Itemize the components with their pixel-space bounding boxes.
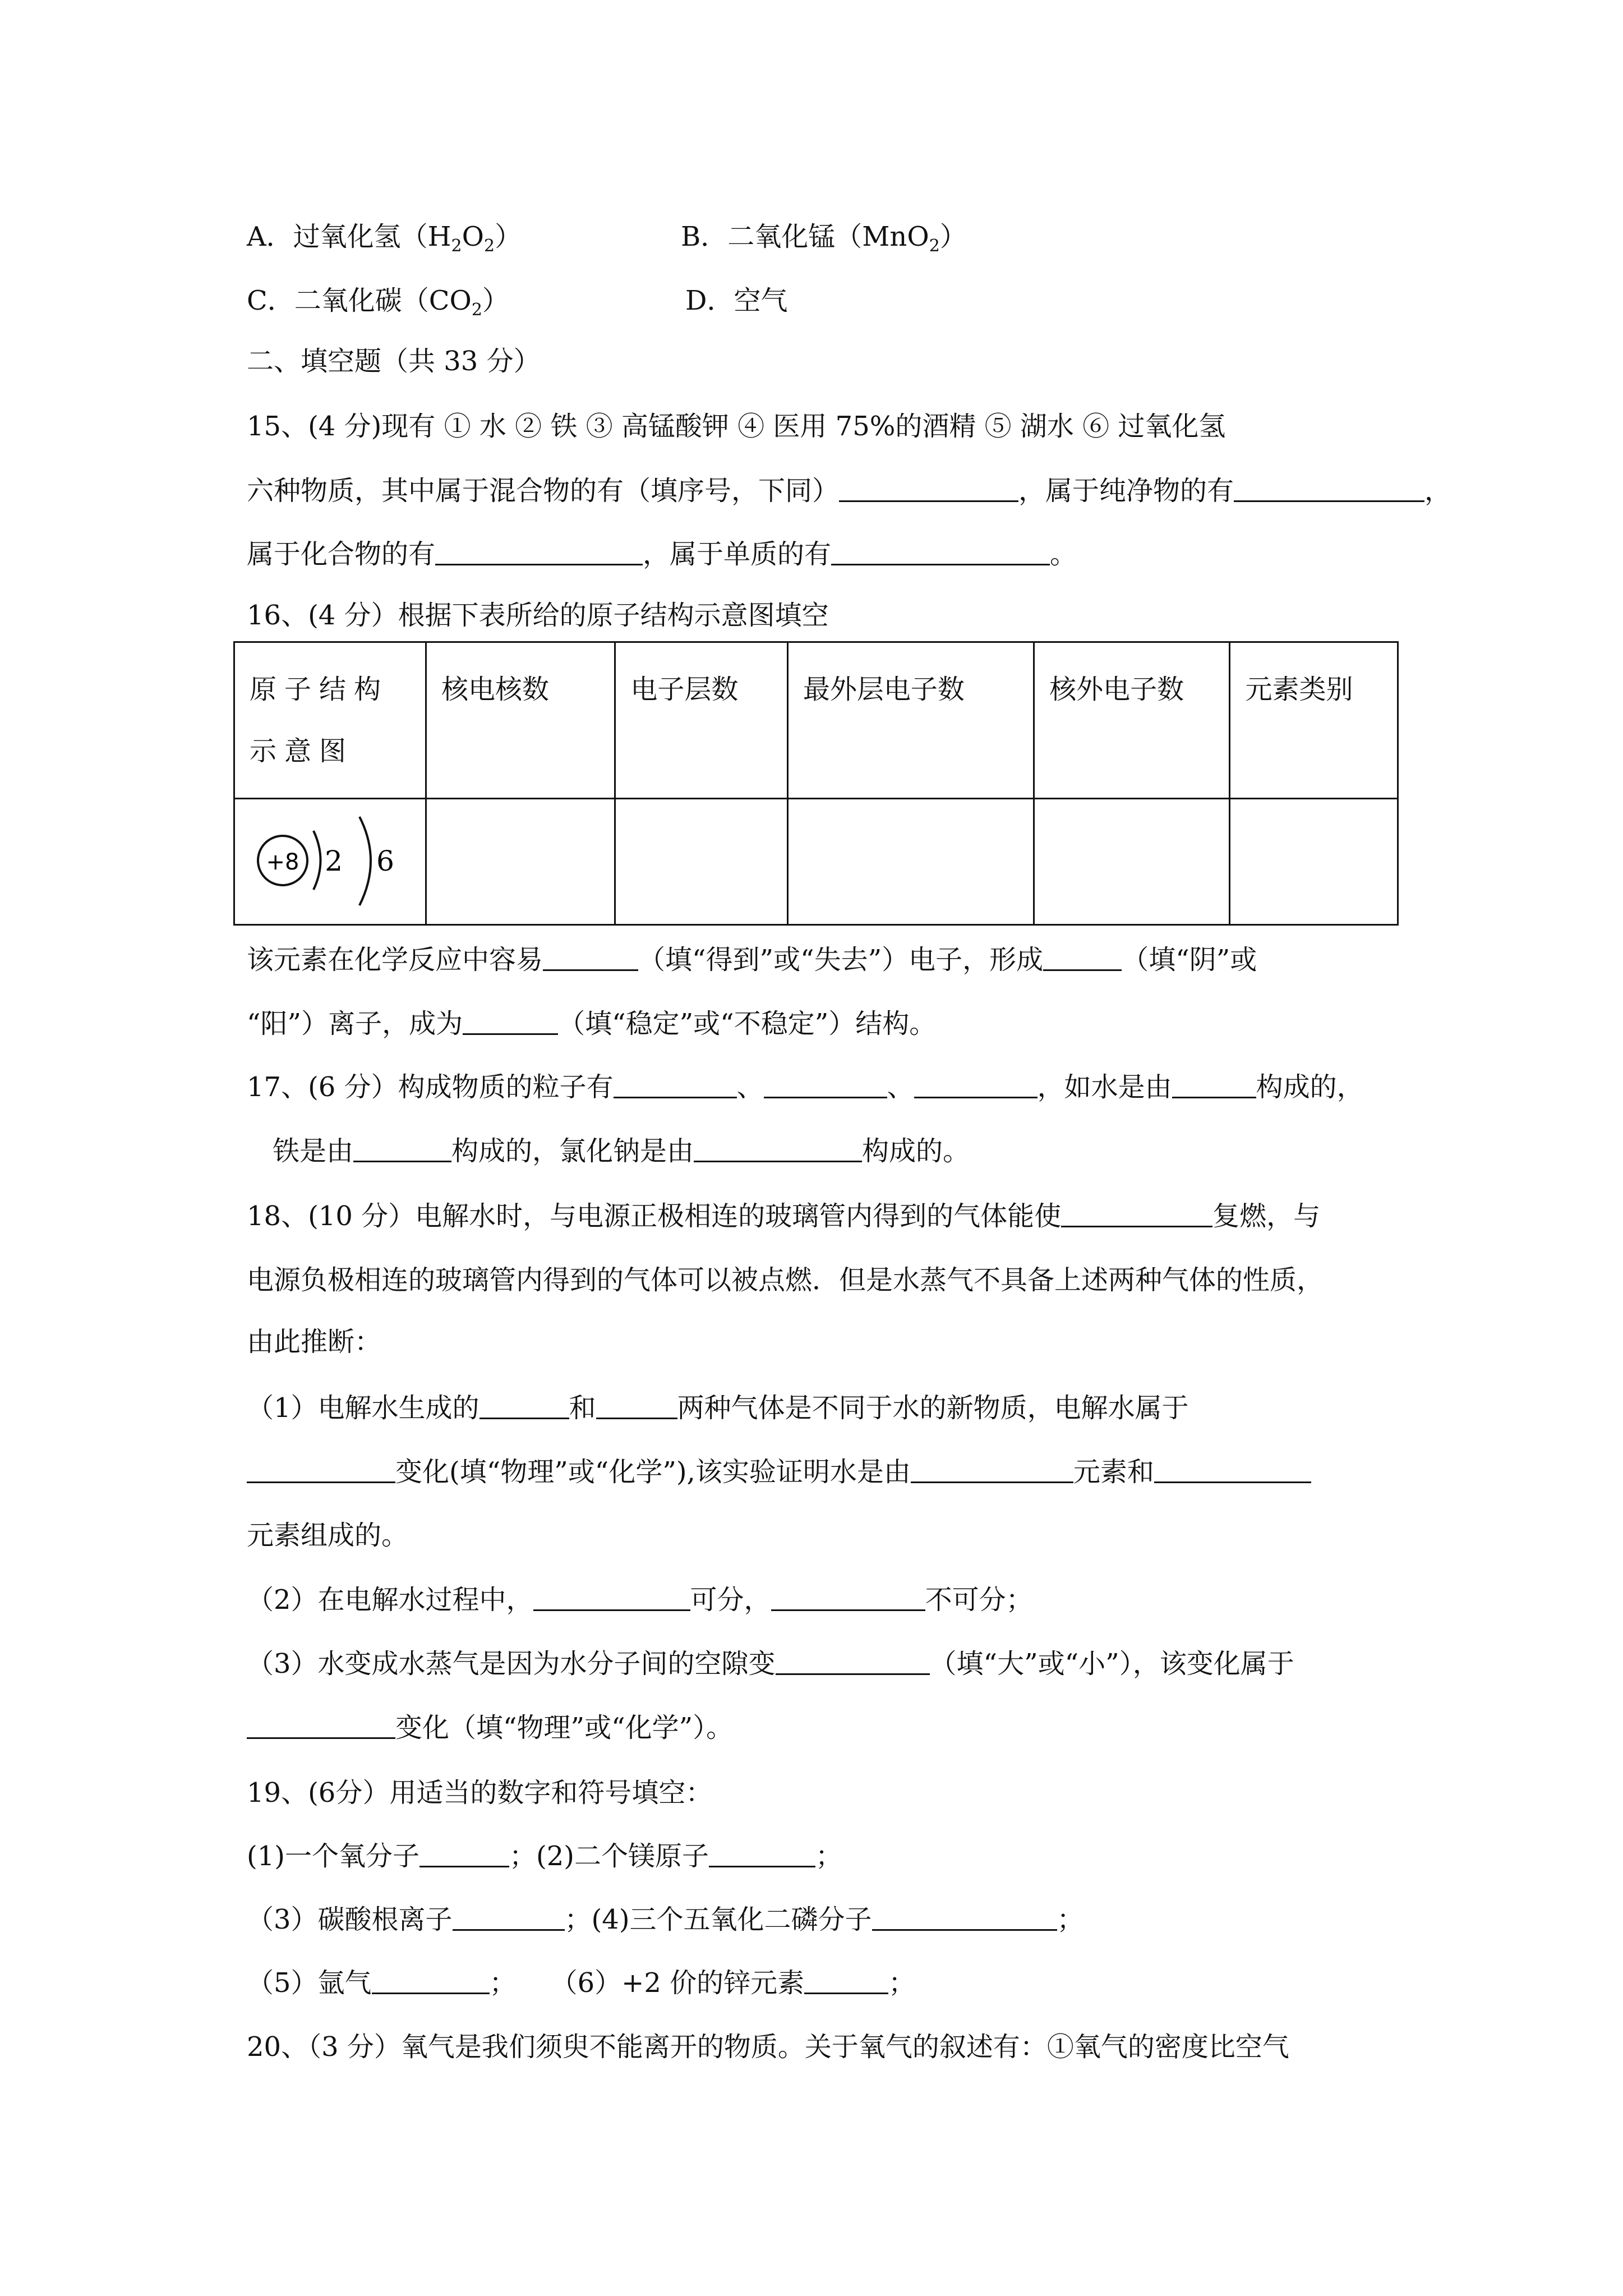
answer-blank[interactable]	[804, 1968, 888, 1994]
answer-blank[interactable]	[247, 1713, 395, 1739]
q16-line1: 该元素在化学反应中容易 （填“得到”或“失去”）电子，形成 （填“阴”或	[247, 944, 1257, 976]
option-a: A．过氧化氢$(H_2O_2)$	[247, 221, 522, 256]
shell-arc-2	[359, 817, 371, 905]
nucleus-charge: +8	[266, 849, 299, 875]
q19-row2: （3）碳酸根离子 ；(4)三个五氧化二磷分子 ；	[247, 1904, 1084, 1935]
answer-cell[interactable]	[615, 799, 788, 925]
q15-line1: 15、(4 分)现有 ① 水 ② 铁 ③ 高锰酸钾 ④ 医用 75%的酒精 ⑤ 湖水 ⑥ 过氧化氢	[247, 411, 1226, 442]
answer-blank[interactable]	[419, 1841, 509, 1867]
answer-blank[interactable]	[1234, 476, 1424, 502]
header-nuclear-charge: 核电核数	[426, 642, 615, 799]
shell-2-electrons: 6	[376, 845, 394, 877]
q20-line1: 20、（3 分）氧气是我们须臾不能离开的物质。关于氧气的叙述有：①氧气的密度比空气	[247, 2031, 1289, 2063]
atom-table	[233, 641, 1399, 926]
q16-line2: “阳”）离子，成为 （填“稳定”或“不稳定”）结构。	[247, 1008, 937, 1039]
answer-cell[interactable]	[426, 799, 615, 925]
answer-blank[interactable]	[1154, 1457, 1311, 1483]
answer-blank[interactable]	[914, 1072, 1038, 1098]
q18-part3-line2: 变化（填“物理”或“化学”）。	[247, 1711, 733, 1745]
q17-line2: 铁是由 构成的，氯化钠是由 构成的。	[273, 1135, 970, 1167]
answer-blank[interactable]	[839, 476, 1018, 502]
answer-blank[interactable]	[596, 1393, 677, 1419]
answer-blank[interactable]	[372, 1968, 490, 1994]
q18-part1: （1）电解水生成的 和 两种气体是不同于水的新物质，电解水属于	[247, 1392, 1189, 1424]
header-outer-electrons: 最外层电子数	[787, 642, 1034, 799]
q17-line1: 17、(6 分）构成物质的粒子有 、 、 ，如水是由 构成的，	[247, 1071, 1364, 1103]
answer-blank[interactable]	[533, 1585, 690, 1611]
answer-blank[interactable]	[709, 1841, 815, 1867]
answer-blank[interactable]	[247, 1457, 395, 1483]
answer-blank[interactable]	[543, 945, 638, 971]
q18-part1-line2: 变化(填“物理”或“化学”),该实验证明水是由 元素和	[247, 1455, 1311, 1489]
answer-blank[interactable]	[1043, 945, 1122, 971]
answer-blank[interactable]	[1172, 1072, 1256, 1098]
option-b: B．二氧化锰（MnO$_2$）	[681, 221, 967, 256]
answer-blank[interactable]	[911, 1457, 1073, 1483]
q18-part3: （3）水变成水蒸气是因为水分子间的空隙变 （填“大”或“小”），该变化属于	[247, 1648, 1294, 1680]
atom-structure-diagram	[235, 800, 420, 923]
q18-part2: （2）在电解水过程中， 可分， 不可分；	[247, 1584, 1033, 1616]
answer-cell[interactable]	[1034, 799, 1230, 925]
answer-blank[interactable]	[479, 1393, 569, 1419]
answer-blank[interactable]	[771, 1585, 925, 1611]
answer-blank[interactable]	[463, 1009, 558, 1035]
q18-line3: 由此推断：	[247, 1326, 382, 1358]
section-title: 二、填空题（共 33 分）	[247, 346, 541, 377]
q16-title: 16、(4 分）根据下表所给的原子结构示意图填空	[247, 600, 829, 631]
header-shell-count: 电子层数	[615, 642, 788, 799]
answer-blank[interactable]	[353, 1136, 451, 1162]
answer-blank[interactable]	[831, 539, 1050, 565]
answer-cell[interactable]	[1230, 799, 1398, 925]
answer-blank[interactable]	[872, 1904, 1057, 1931]
header-total-electrons: 核外电子数	[1034, 642, 1230, 799]
q19-row3: （5）氩气 ； （6）+2 价的锌元素 ；	[247, 1967, 916, 1999]
answer-blank[interactable]	[764, 1072, 887, 1098]
header-diagram: 原子结构示意图	[234, 642, 426, 799]
atom-diagram-cell	[234, 799, 426, 925]
q15-line3: 属于化合物的有 ，属于单质的有 。	[247, 539, 1077, 570]
q19-row1: (1)一个氧分子 ；(2)二个镁原子 ；	[247, 1841, 843, 1872]
answer-blank[interactable]	[435, 539, 643, 565]
option-c: C．二氧化碳$(CO_2)$	[247, 285, 509, 320]
answer-blank[interactable]	[776, 1649, 930, 1675]
answer-blank[interactable]	[453, 1904, 565, 1931]
option-d: D．空气	[685, 285, 788, 316]
q19-title: 19、(6分）用适当的数字和符号填空：	[247, 1777, 713, 1809]
answer-blank[interactable]	[694, 1136, 862, 1162]
q15-line2: 六种物质，其中属于混合物的有（填序号，下同） ，属于纯净物的有 ，	[247, 475, 1452, 507]
shell-arc-1	[313, 831, 321, 890]
answer-blank[interactable]	[614, 1072, 737, 1098]
shell-1-electrons: 2	[325, 845, 343, 877]
header-element-type: 元素类别	[1230, 642, 1398, 799]
answer-cell[interactable]	[787, 799, 1034, 925]
q18-line1: 18、(10 分）电解水时，与电源正极相连的玻璃管内得到的气体能使 复燃，与	[247, 1200, 1321, 1232]
answer-blank[interactable]	[1061, 1201, 1212, 1227]
q18-line2: 电源负极相连的玻璃管内得到的气体可以被点燃．但是水蒸气不具备上述两种气体的性质，	[247, 1264, 1324, 1296]
q18-part1-line3: 元素组成的。	[247, 1520, 409, 1551]
